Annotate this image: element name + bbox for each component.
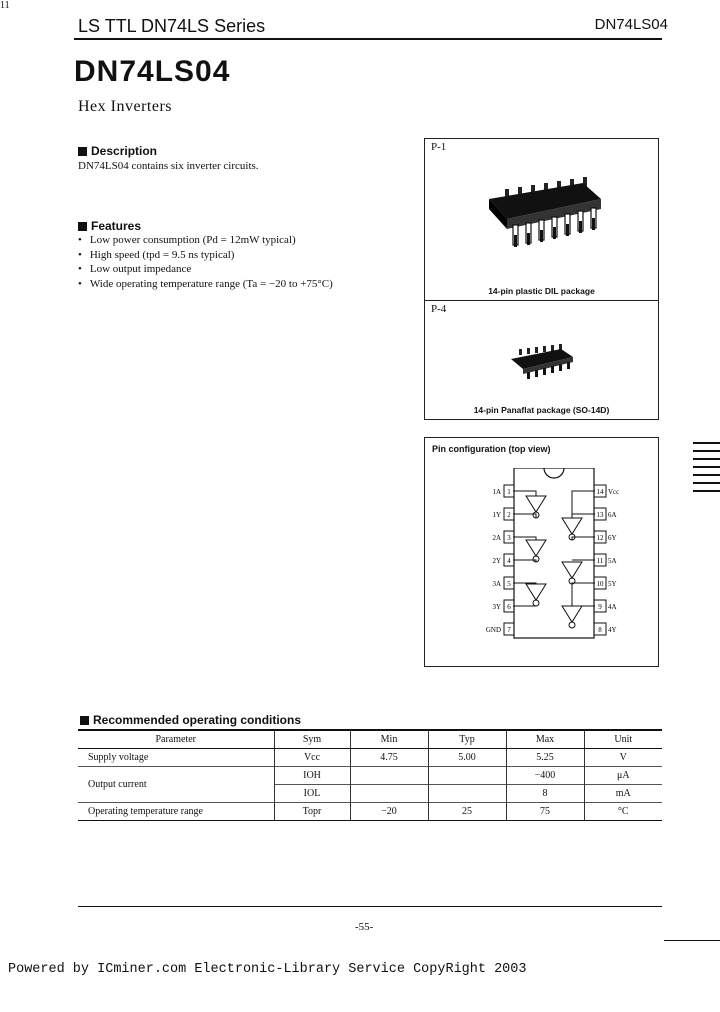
package-p4-id: P-4 [431, 303, 447, 315]
feature-item: • Low power consumption (Pd = 12mW typical) [78, 234, 333, 249]
pin-label: 4A [608, 603, 617, 611]
pin-number: 4 [507, 557, 511, 565]
pin-config-box [424, 437, 659, 667]
package-p1-caption: 14-pin plastic DIL package [488, 286, 595, 296]
pin-label: GND [485, 626, 501, 634]
pin-number: 1 [507, 488, 511, 496]
description-heading [78, 144, 157, 158]
max-cell: 8 [506, 785, 584, 803]
corner-mark: 11 [0, 0, 10, 11]
min-cell [350, 767, 428, 785]
footer-text: Powered by ICminer.com Electronic-Library Service CopyRight 2003 [8, 962, 527, 977]
pin-number: 9 [598, 603, 602, 611]
max-cell: −400 [506, 767, 584, 785]
pin-number: 10 [596, 580, 604, 588]
param-cell: Output current [78, 767, 274, 803]
ic-notch [544, 468, 564, 478]
param-cell: Supply voltage [88, 752, 149, 763]
table-row [78, 767, 662, 785]
pin-number: 3 [507, 534, 511, 542]
pin-number: 5 [507, 580, 511, 588]
max-cell: 5.25 [506, 749, 584, 767]
recommended-conditions-heading [80, 713, 301, 727]
package-p1-box [424, 138, 659, 301]
unit-cell: μA [584, 767, 662, 785]
pin-number: 8 [598, 626, 602, 634]
param-cell: Operating temperature range [78, 803, 274, 821]
square-bullet-icon [78, 222, 87, 231]
pin-label: 3A [492, 580, 501, 588]
square-bullet-icon [78, 147, 87, 156]
recommended-heading-text: Recommended operating conditions [93, 713, 302, 727]
unit-cell: mA [584, 785, 662, 803]
dil-package-image [483, 177, 603, 267]
pin-label: 1A [492, 488, 501, 496]
inverter-gates [513, 491, 595, 628]
series-title: LS TTL DN74LS Series [78, 16, 266, 36]
features-heading-text: Features [91, 219, 142, 233]
sym-cell: IOH [274, 767, 350, 785]
pin-label: 6Y [608, 534, 617, 542]
typ-cell [428, 785, 506, 803]
package-p4-caption: 14-pin Panaflat package (SO-14D) [473, 405, 610, 415]
description-text: DN74LS04 contains six inverter circuits. [78, 160, 259, 172]
table-row [78, 749, 662, 767]
col-header: Sym [274, 730, 350, 749]
pin-config-diagram [469, 468, 619, 643]
pin-number: 6 [507, 603, 511, 611]
table-row [78, 803, 662, 821]
pin-config-title: Pin configuration (top view) [432, 444, 551, 454]
description-heading-text: Description [91, 144, 158, 158]
col-header: Max [506, 730, 584, 749]
part-label-top: DN74LS04 [594, 16, 668, 33]
package-p4-box [424, 300, 659, 420]
min-cell: 4.75 [350, 749, 428, 767]
feature-item: • Low output impedance [78, 263, 333, 278]
col-header: Typ [428, 730, 506, 749]
page-number: -55- [355, 921, 374, 933]
unit-cell: V [584, 749, 662, 767]
pin-label: Vcc [608, 488, 619, 496]
max-cell: 75 [506, 803, 584, 821]
features-heading [78, 219, 141, 233]
pin-label: 1Y [492, 511, 501, 519]
pin-number: 11 [596, 557, 604, 565]
pin-label: 3Y [492, 603, 501, 611]
square-bullet-icon [80, 716, 89, 725]
part-subtitle: Hex Inverters [78, 98, 173, 115]
col-header: Parameter [78, 730, 274, 749]
pin-label: 2A [492, 534, 501, 542]
part-title: DN74LS04 [74, 55, 231, 88]
panaflat-package-image [507, 343, 579, 383]
pin-label: 5A [608, 557, 617, 565]
pin-number: 7 [507, 626, 511, 634]
header-rule [74, 38, 662, 40]
feature-item: • High speed (tpd = 9.5 ns typical) [78, 249, 333, 264]
pin-number: 12 [596, 534, 604, 542]
typ-cell [428, 767, 506, 785]
typ-cell: 5.00 [428, 749, 506, 767]
pin-label: 4Y [608, 626, 617, 634]
typ-cell: 25 [428, 803, 506, 821]
pin-number: 2 [507, 511, 511, 519]
sym-cell: Topr [274, 803, 350, 821]
corner-rule [664, 940, 720, 941]
bottom-rule [78, 906, 662, 907]
pin-number: 13 [596, 511, 604, 519]
features-list [78, 234, 333, 292]
min-cell: −20 [350, 803, 428, 821]
col-header: Min [350, 730, 428, 749]
section-tab-marks [693, 442, 720, 498]
ic-body-outline [514, 468, 594, 638]
pin-label: 6A [608, 511, 617, 519]
min-cell [350, 785, 428, 803]
sym-cell: Vcc [274, 749, 350, 767]
recommended-conditions-table [78, 729, 662, 821]
pin-label: 5Y [608, 580, 617, 588]
unit-cell: °C [584, 803, 662, 821]
pin-number: 14 [596, 488, 604, 496]
package-p1-id: P-1 [431, 141, 447, 153]
feature-item: • Wide operating temperature range (Ta = −20 to +75°C) [78, 278, 333, 293]
col-header: Unit [584, 730, 662, 749]
pin-label: 2Y [492, 557, 501, 565]
sym-cell: IOL [274, 785, 350, 803]
